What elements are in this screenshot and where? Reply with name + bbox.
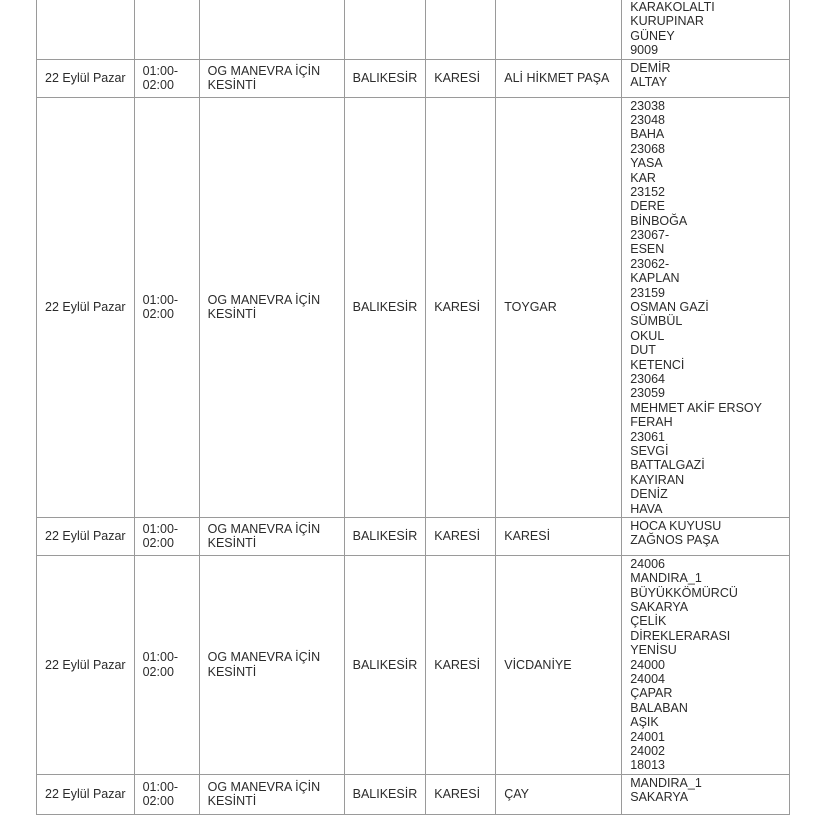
time-cell-line: 01:00- (142, 779, 179, 794)
streets-cell-line: BİNBOĞA (630, 213, 688, 228)
date-cell: 22 Eylül Pazar (37, 97, 135, 517)
outage-table-body (37, 0, 790, 814)
streets-cell-line: KAYIRAN (630, 472, 685, 487)
district-cell: KARESİ (426, 97, 496, 517)
streets-cell-line: 23059 (630, 386, 665, 401)
streets-cell (622, 774, 790, 814)
neighborhood-cell: ALİ HİKMET PAŞA (496, 59, 622, 97)
streets-cell-line: MEHMET AKİF ERSOY (630, 400, 762, 415)
streets-cell-line: HOCA KUYUSU (630, 518, 722, 533)
time-cell-line: 02:00 (142, 794, 174, 809)
streets-cell-line: GÜNEY (630, 28, 675, 43)
district-cell: KARESİ (426, 517, 496, 555)
reason-cell-line: OG MANEVRA İÇİN (207, 292, 321, 307)
streets-cell-line: DENİZ (630, 487, 668, 502)
streets-cell-line: BATTALGAZİ (630, 458, 705, 473)
streets-cell-line: 23152 (630, 184, 665, 199)
reason-cell (199, 97, 344, 517)
reason-cell-line: KESİNTİ (207, 307, 257, 322)
streets-cell-line: 24000 (630, 657, 665, 672)
time-cell (134, 517, 199, 555)
streets-cell (622, 517, 790, 555)
streets-cell-line: 9009 (630, 43, 659, 58)
streets-cell-line: DİREKLERARASI (630, 628, 731, 643)
province-cell: BALIKESİR (344, 555, 426, 774)
reason-cell-line: OG MANEVRA İÇİN (207, 779, 321, 794)
time-cell-line: 01:00- (142, 292, 179, 307)
streets-cell-line: 23064 (630, 371, 665, 386)
reason-cell-line: OG MANEVRA İÇİN (207, 522, 321, 536)
date-cell (37, 0, 135, 59)
reason-cell-line: OG MANEVRA İÇİN (207, 650, 321, 665)
streets-cell (622, 0, 790, 59)
streets-cell-line: SAKARYA (630, 790, 689, 805)
streets-cell-line: DEMİR (630, 60, 671, 75)
time-cell (134, 59, 199, 97)
streets-cell-line: 24002 (630, 743, 665, 758)
streets-cell-line: ESEN (630, 242, 665, 257)
time-cell (134, 0, 199, 59)
table-row (37, 555, 790, 774)
table-row (37, 774, 790, 814)
streets-cell (622, 555, 790, 774)
streets-cell-line: HAVA (630, 501, 663, 516)
streets-cell-line: 23061 (630, 429, 665, 444)
district-cell: KARESİ (426, 555, 496, 774)
reason-cell-line: OG MANEVRA İÇİN (207, 63, 321, 78)
streets-cell-line: 18013 (630, 758, 665, 773)
neighborhood-cell: KARESİ (496, 517, 622, 555)
district-cell: KARESİ (426, 59, 496, 97)
reason-cell (199, 517, 344, 555)
reason-cell-line: KESİNTİ (207, 536, 257, 551)
time-cell-line: 02:00 (142, 307, 174, 322)
streets-cell-line: 24006 (630, 556, 665, 571)
streets-cell (622, 59, 790, 97)
time-cell (134, 774, 199, 814)
streets-cell-line: 24004 (630, 672, 665, 687)
time-cell-line: 02:00 (142, 664, 174, 679)
streets-cell-line: ÇAPAR (630, 686, 673, 701)
reason-cell-line: KESİNTİ (207, 794, 257, 809)
province-cell: BALIKESİR (344, 774, 426, 814)
reason-cell-line: KESİNTİ (207, 78, 257, 93)
province-cell: BALIKESİR (344, 59, 426, 97)
streets-cell-line: KARAKOLALTI (630, 0, 715, 14)
streets-cell-line: 23067- (630, 228, 670, 243)
district-cell: KARESİ (426, 774, 496, 814)
streets-cell-line: DUT (630, 343, 656, 358)
streets-cell-line: ÇELİK (630, 614, 667, 629)
table-row (37, 59, 790, 97)
streets-cell-line: OKUL (630, 328, 665, 343)
streets-cell-line: 23038 (630, 98, 665, 113)
streets-cell-line: KURUPINAR (630, 14, 704, 29)
province-cell: BALIKESİR (344, 97, 426, 517)
streets-cell-line: SAKARYA (630, 600, 689, 615)
time-cell (134, 555, 199, 774)
streets-cell-line: 23048 (630, 112, 665, 127)
streets-cell-line: YASA (630, 156, 663, 171)
reason-cell-line: KESİNTİ (207, 664, 257, 679)
streets-cell-line: KAPLAN (630, 271, 680, 286)
streets-cell-line: ZAĞNOS PAŞA (630, 533, 719, 548)
time-cell (134, 97, 199, 517)
streets-cell-line: MANDIRA_1 (630, 775, 702, 790)
streets-cell-line: 23068 (630, 141, 665, 156)
neighborhood-cell (496, 0, 622, 59)
date-cell: 22 Eylül Pazar (37, 59, 135, 97)
time-cell-line: 02:00 (142, 78, 174, 93)
streets-cell-line: BÜYÜKKÖMÜRCÜ (630, 585, 738, 600)
streets-cell-line: ALTAY (630, 74, 668, 89)
streets-cell-line: KETENCİ (630, 357, 685, 372)
streets-cell-line: BALABAN (630, 700, 688, 715)
time-cell-line: 01:00- (142, 522, 179, 536)
reason-cell (199, 0, 344, 59)
streets-cell-line: DERE (630, 199, 665, 214)
streets-cell-line: SEVGİ (630, 443, 669, 458)
time-cell-line: 01:00- (142, 650, 179, 665)
table-row (37, 517, 790, 555)
streets-cell-line: 23159 (630, 285, 665, 300)
time-cell-line: 02:00 (142, 536, 174, 551)
table-row (37, 0, 790, 59)
date-cell: 22 Eylül Pazar (37, 774, 135, 814)
district-cell (426, 0, 496, 59)
time-cell-line: 01:00- (142, 63, 179, 78)
neighborhood-cell: TOYGAR (496, 97, 622, 517)
date-cell: 22 Eylül Pazar (37, 517, 135, 555)
streets-cell-line: AŞIK (630, 715, 659, 730)
outage-table-container (36, 0, 790, 815)
neighborhood-cell: ÇAY (496, 774, 622, 814)
streets-cell-line: SÜMBÜL (630, 314, 683, 329)
streets-cell-line: MANDIRA_1 (630, 571, 702, 586)
streets-cell-line: FERAH (630, 415, 673, 430)
streets-cell-line: 24001 (630, 729, 665, 744)
reason-cell (199, 59, 344, 97)
province-cell: BALIKESİR (344, 517, 426, 555)
province-cell (344, 0, 426, 59)
streets-cell-line: KAR (630, 170, 656, 185)
date-cell: 22 Eylül Pazar (37, 555, 135, 774)
reason-cell (199, 555, 344, 774)
streets-cell-line: 23062- (630, 256, 670, 271)
streets-cell-line: YENİSU (630, 643, 677, 658)
outage-table (36, 0, 790, 815)
streets-cell (622, 97, 790, 517)
reason-cell (199, 774, 344, 814)
streets-cell-line: OSMAN GAZİ (630, 300, 709, 315)
neighborhood-cell: VİCDANİYE (496, 555, 622, 774)
streets-cell-line: BAHA (630, 127, 665, 142)
table-row (37, 97, 790, 517)
